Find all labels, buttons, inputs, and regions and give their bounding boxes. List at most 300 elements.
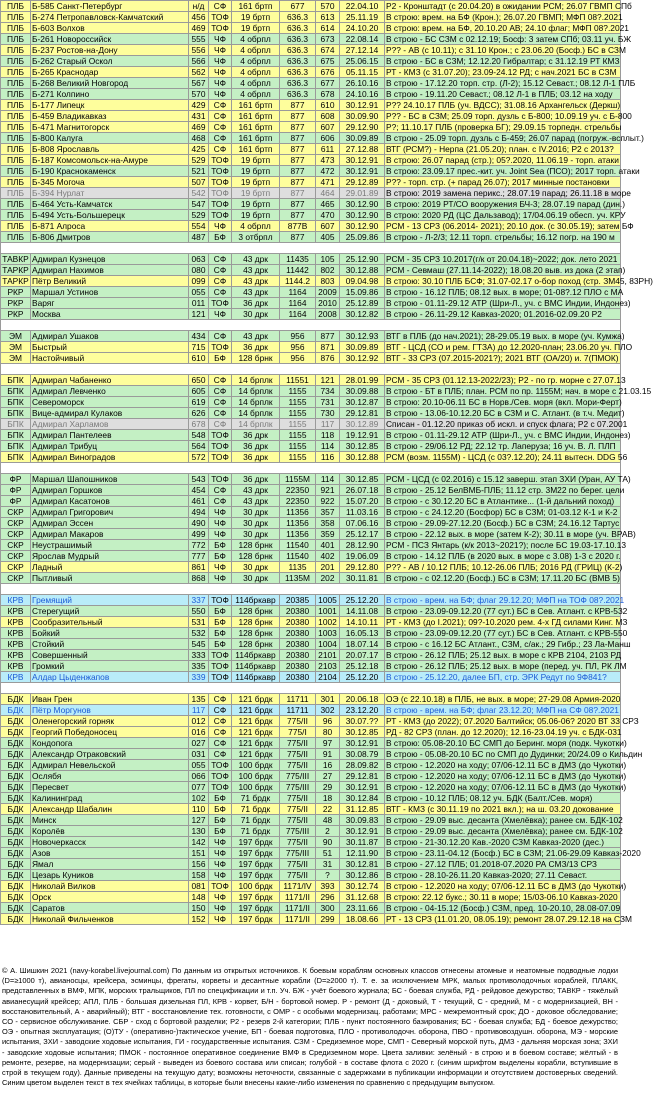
commission-date-cell: 30.12.91	[340, 155, 385, 166]
fleet-cell: ЧФ	[209, 89, 232, 100]
commission-date-cell: 30.12.85	[340, 474, 385, 485]
project-cell: 877	[280, 144, 316, 155]
project-cell: 636.3	[280, 45, 316, 56]
project-cell: 636.3	[280, 23, 316, 34]
status-note-cell: В строю - 12.2020 на ходу; 07/06-12.11 БС в ДМЗ (до Чукотки)	[386, 782, 627, 792]
table-row	[1, 265, 621, 276]
hull-number-cell: 487	[189, 232, 209, 243]
fleet-cell: ЧФ	[209, 507, 232, 518]
ship-type-cell: БПК	[1, 375, 31, 386]
table-row	[1, 782, 621, 793]
hull-number-cell: 556	[189, 45, 209, 56]
project-cell: 877	[280, 177, 316, 188]
table-row	[1, 78, 621, 89]
commission-date-cell: 18.07.14	[340, 639, 385, 650]
formation-cell: 43 дрк	[232, 276, 280, 287]
fleet-cell: СФ	[209, 496, 232, 507]
commission-date-cell: 30.09.90	[340, 111, 385, 122]
hull-number-cell: 542	[189, 188, 209, 199]
status-note-cell: В строю - 12.2020 на ходу; 07/06-12.11 БС в ДМЗ (до Чукотки)	[386, 881, 627, 891]
fleet-cell: БФ	[209, 793, 232, 804]
serial-number-cell: 674	[316, 45, 340, 56]
serial-number-cell: 80	[316, 727, 340, 738]
ship-type-cell: ФР	[1, 474, 31, 485]
commission-date-cell: 24.10.20	[340, 23, 385, 34]
commission-date-cell: 30.12.89	[340, 419, 385, 430]
fleet-cell: БФ	[209, 540, 232, 551]
fleet-cell: СФ	[209, 419, 232, 430]
serial-number-cell: 2101	[316, 650, 340, 661]
project-cell: 775/II	[280, 716, 316, 727]
status-note-cell: В строю - с 02.12.20 (Босф.) БС в СЗМ; 17.11.20 БС (ВМВ 5)	[386, 573, 620, 583]
formation-cell: 4 обрпл	[232, 56, 280, 67]
table-row	[1, 727, 621, 738]
serial-number-cell: 401	[316, 540, 340, 551]
commission-date-cell: 30.12.81	[340, 859, 385, 870]
fleet-cell: ЧФ	[209, 573, 232, 584]
ship-name-cell: Б-394 Нурлат	[31, 188, 189, 199]
ship-type-cell: ПЛБ	[1, 177, 31, 188]
ship-type-cell: БПК	[1, 452, 31, 463]
serial-number-cell: 610	[316, 100, 340, 111]
hull-number-cell: 081	[189, 881, 209, 892]
project-cell: 877	[280, 210, 316, 221]
ship-name-cell: Алдар Цыденжапов	[31, 672, 189, 683]
table-row	[1, 45, 621, 56]
status-note-cell: В строю: 20.10-06.11 БС в Норв./Сев. моря (вкл. Мори-Ферт)	[386, 397, 622, 407]
table-row	[1, 210, 621, 221]
project-cell: 11356	[280, 529, 316, 540]
status-note-cell: В строю: 30.10 ПЛБ БСФ; 31.07-02.17 о-бор поход (стр. ЗМ45, 83РН)	[386, 276, 653, 286]
formation-cell: 100 брдк	[232, 771, 280, 782]
table-row	[1, 221, 621, 232]
table-row	[1, 903, 621, 914]
status-note-cell: В строю - 04-15.12 (Босф.) СЗМ, пред. 10-20.10, 28.08-07.09	[386, 903, 621, 913]
status-note-cell: РД - 82 СРЗ (план. до 12.2020); 12.16-23.04.19 уч. с БДК-031	[386, 727, 622, 737]
formation-cell: 43 дрк	[232, 496, 280, 507]
project-cell: 636.3	[280, 67, 316, 78]
ship-type-cell: БДК	[1, 859, 31, 870]
formation-cell: 100 брдк	[232, 881, 280, 892]
table-row	[1, 760, 621, 771]
table-row	[1, 551, 621, 562]
hull-number-cell: 555	[189, 34, 209, 45]
commission-date-cell: 26.10.16	[340, 78, 385, 89]
ship-name-cell: Б-177 Липецк	[31, 100, 189, 111]
table-row	[1, 441, 621, 452]
project-cell: 11442	[280, 265, 316, 276]
status-note-cell: ОЭ (с 22.10.18) в ПЛБ, не вых. в море; 27-29.08 Армия-2020	[386, 694, 621, 704]
ship-type-cell: БДК	[1, 793, 31, 804]
table-row	[1, 309, 621, 320]
status-note-cell: В строю - 23.09-09.12.20 (77 сут.) БС в Сев. Атлант. с КРВ-532	[386, 606, 628, 616]
formation-cell: 121 брдк	[232, 716, 280, 727]
status-note-cell: РТ - 13 СРЗ (11.01.20, 08.05.19); ремонт 28.07.29.12.18 на СЗМ	[386, 914, 633, 924]
hull-number-cell: 547	[189, 199, 209, 210]
hull-number-cell: 490	[189, 518, 209, 529]
serial-number-cell: 677	[316, 78, 340, 89]
project-cell: 1155	[280, 408, 316, 419]
hull-number-cell: 429	[189, 100, 209, 111]
ship-name-cell: Минск	[31, 815, 189, 826]
status-note-cell: РСМ - ПСЗ Янтарь (к/к 2013~2021?); после БС 19.03-17.10.13	[386, 540, 627, 550]
formation-cell: 14 брплк	[232, 386, 280, 397]
formation-cell: 128 брнк	[232, 639, 280, 650]
hull-number-cell: 868	[189, 573, 209, 584]
ship-name-cell: Б-261 Новороссийск	[31, 34, 189, 45]
serial-number-cell: 613	[316, 12, 340, 23]
project-cell: 20380	[280, 650, 316, 661]
ship-type-cell: ПЛБ	[1, 166, 31, 177]
ship-type-cell: СКР	[1, 529, 31, 540]
project-cell: 20385	[280, 595, 316, 606]
section-gap-cell	[1, 584, 621, 595]
formation-cell: 161 бртп	[232, 111, 280, 122]
commission-date-cell: 31.12.85	[340, 804, 385, 815]
formation-cell: 197 брдк	[232, 859, 280, 870]
project-cell: 11435	[280, 254, 316, 265]
status-note-cell: Р?; 11.10.17 ПЛБ (проверка БГ); 29.09.15 торпедн. стрельбы	[386, 122, 622, 132]
serial-number-cell: 877	[316, 331, 340, 342]
ship-type-cell: ТАВКР	[2, 254, 29, 264]
ship-type-cell: КРВ	[1, 595, 31, 606]
fleet-cell: СФ	[209, 265, 232, 276]
project-cell: 877	[280, 188, 316, 199]
serial-number-cell: 296	[316, 892, 340, 903]
ship-type-cell: ФР	[1, 496, 31, 507]
formation-cell: 14 брплк	[232, 419, 280, 430]
ship-name-cell: Адмирал Виноградов	[31, 452, 189, 463]
table-row	[1, 804, 621, 815]
project-cell: 11540	[280, 540, 316, 551]
hull-number-cell: 127	[189, 815, 209, 826]
table-row	[1, 430, 621, 441]
ship-name-cell: Орск	[31, 892, 189, 903]
status-note-cell: РТ - КМЗ (с 31.07.20); 23.09-24.12 РД; с нач.2021 БС в СЗМ	[385, 67, 621, 78]
hull-number-cell: 156	[189, 859, 209, 870]
ship-name-cell: Маршал Устинов	[31, 287, 189, 298]
ship-type-cell: КРВ	[1, 672, 31, 683]
project-cell: 20380	[280, 672, 316, 683]
ship-name-cell: Б-265 Краснодар	[31, 67, 189, 78]
commission-date-cell: 20.06.18	[340, 694, 385, 705]
project-cell: 775/II	[280, 793, 316, 804]
hull-number-cell: 337	[189, 595, 209, 606]
ship-type-cell: РКР	[1, 309, 31, 320]
table-row	[1, 881, 621, 892]
status-note-cell: В строю - 27.12 ПЛБ; 01.2018-07.2020 РА СМЗ/13 СРЗ	[385, 859, 621, 870]
status-note-cell: Р2 - Кронштадт (с 20.04.20) в ожидании РСМ; 26.07 ГВМП СПб	[386, 1, 632, 11]
formation-cell: 114бркавр	[232, 650, 280, 661]
project-cell: 1144.2	[280, 276, 316, 287]
fleet-cell: ТОФ	[209, 661, 232, 672]
hull-number-cell: 564	[189, 441, 209, 452]
commission-date-cell: 05.11.15	[340, 67, 385, 78]
ship-type-cell: ПЛБ	[1, 45, 31, 56]
table-section-gap	[1, 364, 621, 375]
status-note-cell: В строю - БС в СЗМ; 12.12.20 Гибралтар; с 31.12.19 РТ КМЗ	[386, 56, 620, 66]
ship-type-cell: ПЛБ	[1, 188, 31, 199]
commission-date-cell: 30.12.92	[340, 353, 385, 364]
serial-number-cell: 675	[316, 56, 340, 67]
fleet-cell: СФ	[209, 749, 232, 760]
fleet-cell: ЧФ	[209, 309, 232, 320]
commission-date-cell: 30.12.90	[340, 199, 385, 210]
ship-type-cell: ФР	[1, 485, 31, 496]
project-cell: 1155	[280, 419, 316, 430]
status-note-cell: РСМ - 13 СРЗ (06.2014- 2021); 20.10 док. (с 30.05.19); затем БФ	[386, 221, 634, 231]
project-cell: 775/II	[280, 804, 316, 815]
formation-cell: 19 бртп	[232, 23, 280, 34]
ship-type-cell: БПК	[1, 430, 31, 441]
status-note-cell: В строю - 23.09-09.12.20 (77 сут.) БС в Сев. Атлант. с КРВ-550	[386, 628, 628, 638]
status-note-cell: В строю - с 24.12.20 (Босфор) БС в СЗМ; 01-03.12 К-1 и К-2	[385, 507, 621, 518]
serial-number-cell: 299	[316, 914, 340, 925]
project-cell: 877	[280, 133, 316, 144]
ship-type-cell: ЭМ	[1, 331, 31, 342]
serial-number-cell: 465	[316, 199, 340, 210]
fleet-cell: БФ	[209, 628, 232, 639]
serial-number-cell: 16	[316, 760, 340, 771]
project-cell: 20380	[280, 606, 316, 617]
ship-type-cell: ПЛБ	[1, 78, 31, 89]
table-row	[1, 67, 621, 78]
ship-type-cell: БДК	[1, 716, 31, 727]
hull-number-cell: 626	[189, 408, 209, 419]
formation-cell: 197 брдк	[232, 870, 280, 881]
serial-number-cell: 607	[316, 122, 340, 133]
status-note-cell: В строю - 29/06.12 РД; 22.12 тр. Лаперуза; 16 уч. В. Л. ПЛП	[385, 441, 621, 452]
commission-date-cell: 30.12.87	[340, 397, 385, 408]
serial-number-cell: 359	[316, 529, 340, 540]
project-cell: 20380	[280, 628, 316, 639]
serial-number-cell: 393	[316, 881, 340, 892]
status-note-cell: В строю - Л-2/3; 12.11 торп. стрельбы; 16.12 погр. на 190 м	[385, 232, 621, 243]
ship-type-cell: КРВ	[1, 639, 31, 650]
ship-type-cell: ПЛБ	[1, 199, 31, 210]
hull-number-cell: 055	[189, 760, 209, 771]
ship-type-cell: КРВ	[1, 617, 31, 628]
table-row	[1, 826, 621, 837]
commission-date-cell: 28.01.99	[340, 375, 385, 386]
table-row	[1, 342, 621, 353]
project-cell: 636.3	[280, 12, 316, 23]
formation-cell: 121 брдк	[232, 749, 280, 760]
commission-date-cell: 25.11.19	[340, 12, 385, 23]
table-row	[1, 254, 621, 265]
ship-name-cell: Николай Фильченков	[31, 914, 189, 925]
table-row	[1, 595, 621, 606]
commission-date-cell: 30.09.83	[340, 815, 385, 826]
ship-type-cell: БДК	[1, 826, 31, 837]
formation-cell: 4 обрпл	[232, 89, 280, 100]
commission-date-cell: 25.12.90	[340, 254, 385, 265]
hull-number-cell: 456	[189, 12, 209, 23]
commission-date-cell: 30.12.88	[340, 452, 385, 463]
ship-type-cell: ПЛБ	[1, 89, 31, 100]
hull-number-cell: 135	[189, 694, 209, 705]
table-row	[1, 749, 621, 760]
section-gap-cell	[1, 463, 621, 474]
status-note-cell: В строю - 21-30.12.20 Кав.-2020 СЗМ Кавказ-2020 (дес.)	[385, 837, 621, 848]
table-row	[1, 331, 621, 342]
project-cell: 775/II	[280, 815, 316, 826]
status-note-cell: В строю - врем. на БФ; флаг 23.12.20; МФП на СФ 08?.2021	[386, 705, 619, 715]
project-cell: 1155	[280, 386, 316, 397]
formation-cell: 19 бртп	[232, 188, 280, 199]
table-section-gap	[1, 243, 621, 254]
fleet-cell: СФ	[209, 716, 232, 727]
hull-number-cell: 121	[189, 309, 209, 320]
table-row	[1, 650, 621, 661]
serial-number-cell: 114	[316, 474, 340, 485]
table-row	[1, 661, 621, 672]
formation-cell: 71 брдк	[232, 804, 280, 815]
ship-name-cell: Адмирал Горшков	[31, 485, 189, 496]
table-row	[1, 232, 621, 243]
table-row	[1, 298, 621, 309]
status-note-cell: ВТГ - 33 СРЗ (07.2015-2021?); 2021 ВТГ (ОА/20) и. 7(ПМОК)	[386, 353, 619, 363]
ship-type-cell: РКР	[1, 287, 31, 298]
status-note-cell: В строю - 26.11-29.12 Кавказ-2020; 01.2016-02.09.20 Р2	[385, 309, 621, 320]
project-cell: 775/III	[280, 848, 316, 859]
serial-number-cell: 1002	[316, 617, 340, 628]
serial-number-cell: 202	[316, 573, 340, 584]
serial-number-cell: 608	[316, 111, 340, 122]
serial-number-cell: 2	[316, 826, 340, 837]
ship-type-cell: БДК	[1, 804, 31, 815]
formation-cell: 43 дрк	[232, 265, 280, 276]
status-note-cell: РСМ - 35 СРЗ (01.12.13-2022/23); Р2 - по гр. морне с 27.07.13	[386, 375, 626, 385]
table-row	[1, 694, 621, 705]
ship-name-cell: Б-471 Магнитогорск	[31, 122, 189, 133]
formation-cell: 30 дрк	[232, 529, 280, 540]
hull-number-cell: 469	[189, 23, 209, 34]
commission-date-cell: 29.12.90	[340, 122, 385, 133]
hull-number-cell: 494	[189, 507, 209, 518]
formation-cell: 36 дрк	[232, 430, 280, 441]
ship-type-cell: БДК	[1, 760, 31, 771]
commission-date-cell: 15.09.86	[340, 287, 385, 298]
serial-number-cell: 1001	[316, 606, 340, 617]
serial-number-cell: 91	[316, 749, 340, 760]
project-cell: 1164	[280, 298, 316, 309]
ship-name-cell: Адмирал Касатонов	[31, 496, 189, 507]
commission-date-cell: 30.12.91	[340, 782, 385, 793]
table-row	[1, 793, 621, 804]
hull-number-cell: 102	[189, 793, 209, 804]
status-note-cell: В строю: врем. на БФ, 20.10.20 АВ; 24.10 флаг; МФП 08?.2021	[386, 23, 629, 33]
table-row	[1, 177, 621, 188]
commission-date-cell: 23.12.20	[340, 705, 385, 716]
table-row	[1, 606, 621, 617]
serial-number-cell: 2104	[316, 672, 340, 683]
commission-date-cell: 07.06.16	[340, 518, 385, 529]
serial-number-cell: 51	[316, 848, 340, 859]
ship-name-cell: Пётр Моргунов	[31, 705, 189, 716]
table-row	[1, 529, 621, 540]
hull-number-cell: 077	[189, 782, 209, 793]
table-row	[1, 540, 621, 551]
fleet-cell: БФ	[209, 639, 232, 650]
status-note-cell: В строю - 13.06-10.12.20 БС в СЗМ и С. Атлант. (в т.ч. Медит)	[386, 408, 625, 418]
hull-number-cell: 468	[189, 133, 209, 144]
formation-cell: 197 брдк	[232, 892, 280, 903]
ship-type-cell: СКР	[1, 551, 31, 562]
formation-cell: 4 обрпл	[232, 67, 280, 78]
fleet-cell: ТОФ	[209, 199, 232, 210]
table-row	[1, 452, 621, 463]
formation-cell: 161 бртп	[232, 144, 280, 155]
footnote-text: © А. Шишкин 2021 (navy-korabel.livejournal.com) По данным из открытых источников. К боевым кораблям основных классов отнесены атомные и неатомные подводные лодки (D=≥1000 т), авианосцы, крейсера, эсминцы, фрегаты, корветы и десантные корабли (D=≥2000 т). Т. е. за исключением МРК, малых противолодочных кораблей, ПЛАКК, представленных в ВМФ, МПК, морских тральщиков, ПЛ по спецификации и т.п. Уч. БЖ - учёт боевого журнала; БС - боевая служба, РД - рейдовое дежурство; ТАВКР - тяжёлый авианесущий крейсер; АПЛ, ПЛБ - большая дизельная ПЛ, КРВ - корвет, Б/Н - бортовой номер. Р - ремонт (Д - доковый, Т - текущий, С - средний, М - с модернизацией, ВН - восстановительный, А - аварийный); ВТГ - восстановление тех. готовности, с ОМР - с особыми модернизац. работами; МРС - межремонтный срок; ДО - доковое обследование; СО - сервисное обслуживание. СБР - сход с бортовой разделки; Р2 - резерв 2-й категории; ПЛБ - пункт постоянного базирования; БС - боевая служба; БД - боевое дежурство; ОЭ - опытная эксплуатация; (О)ТУ - (оперативно-)тактическое учение, БП - боевая подготовка, ПЛО - противолодочн. оборона, ПВО - противовоздушн. оборона, МЭ - морские испытания, ЗХИ - заводские ходовые испытания, ГИ - государственные испытания. СЗМ - Средиземное море, СМП - Северный морской путь, ДМЗ - дальняя морская зона; ЗХИ - заводские ходовые испытания; ПМОК - постоянное оперативное соединение ВМФ в Средиземном море. Цвета заливки: зелёный - в строю и в боевом составе; жёлтый - в ремонте, резерве, на модернизации; серый - выведен из боевого состава или списан; голубой - в составе флота с 2020 г. (синим шрифтом выделены корабли, вступившие в строй в текущем году). Данные приведены на текущую дату; возможны неточности, связанные с задержками в публикации информации и отсутствием достоверных сведений. Синим цветом выделен текст в тех ячейках таблицы, в которые были внесены какие-либо изменения по сравнению с предыдущим выпуском.	[2, 966, 618, 1088]
project-cell: 877	[280, 166, 316, 177]
commission-date-cell: 30.09.89	[340, 133, 385, 144]
status-note-cell: В строю - 28.10-26.11.20 Кавказ-2020; 27.11 Севаст.	[385, 870, 621, 881]
fleet-cell: ТОФ	[209, 210, 232, 221]
commission-date-cell: 28.12.90	[340, 540, 385, 551]
status-note-cell: В строю - 25.12 БелВМБ-ПЛБ; 11.12 стр. 3М22 по берег. цели	[386, 485, 625, 495]
fleet-cell: ТОФ	[209, 430, 232, 441]
project-cell: 22350	[280, 496, 316, 507]
project-cell: 20380	[280, 639, 316, 650]
ship-name-cell: Б-262 Старый Оскол	[31, 56, 189, 67]
ship-type-cell: БДК	[1, 771, 31, 782]
formation-cell: 14 брплк	[232, 375, 280, 386]
hull-number-cell: 031	[189, 749, 209, 760]
commission-date-cell: 30.12.91	[340, 100, 385, 111]
table-row	[1, 144, 621, 155]
formation-cell: 121 брдк	[232, 694, 280, 705]
hull-number-cell: 142	[189, 837, 209, 848]
project-cell: 877	[280, 111, 316, 122]
fleet-cell: БФ	[209, 232, 232, 243]
fleet-cell: СФ	[209, 705, 232, 716]
ship-name-cell: Совершенный	[31, 650, 189, 661]
status-note-cell: В строю - 26.12 ПЛБ; 25.12 вых. в море с КРВ 2104, 2103 РД	[386, 650, 622, 660]
commission-date-cell: 22.04.10	[340, 1, 385, 12]
fleet-cell: СФ	[209, 287, 232, 298]
ship-name-cell: Варяг	[31, 298, 189, 309]
table-section-gap	[1, 584, 621, 595]
status-note-cell: В строю: 2019 РТ/СО вооружения БЧ-3; 28.07.19 парад (дин.)	[386, 199, 625, 209]
ship-type-cell: БДК	[1, 694, 31, 705]
fleet-cell: ЧФ	[209, 903, 232, 914]
serial-number-cell: 473	[316, 155, 340, 166]
commission-date-cell: 25.09.86	[340, 232, 385, 243]
hull-number-cell: 521	[189, 166, 209, 177]
table-row	[1, 276, 621, 287]
serial-number-cell: 2008	[316, 309, 340, 320]
fleet-cell: ТОФ	[209, 188, 232, 199]
project-cell: 1135М	[280, 573, 316, 584]
commission-date-cell: 14.11.08	[340, 606, 385, 617]
commission-date-cell: 30.09.89	[340, 342, 385, 353]
hull-number-cell: 434	[189, 331, 209, 342]
project-cell: 775/II	[280, 837, 316, 848]
ship-type-cell: ПЛБ	[1, 56, 31, 67]
table-row	[1, 166, 621, 177]
ship-name-cell: Б-603 Волхов	[31, 23, 189, 34]
status-note-cell: В строю - 25.12.20, далее БП, стр. ЭРК Редут по 9Ф841?	[385, 672, 621, 683]
status-note-cell: В строю: врем. на БФ (Крон.); 26.07.20 ГВМП; МФП 08?.2021	[386, 12, 623, 22]
status-note-cell: В строю - 25.09 торп. дузль с Б-459; 26.07 парад (погруж.-всплыт.)	[386, 133, 644, 143]
table-row	[1, 12, 621, 23]
status-note-cell: РСМ (возм. 1155М) - ЦСД (с 03?.12.20); 24.11 вытесн. DDG 56	[386, 452, 628, 462]
formation-cell: 19 бртп	[232, 177, 280, 188]
table-row	[1, 507, 621, 518]
fleet-cell: ЧФ	[209, 221, 232, 232]
project-cell: 1155	[280, 441, 316, 452]
